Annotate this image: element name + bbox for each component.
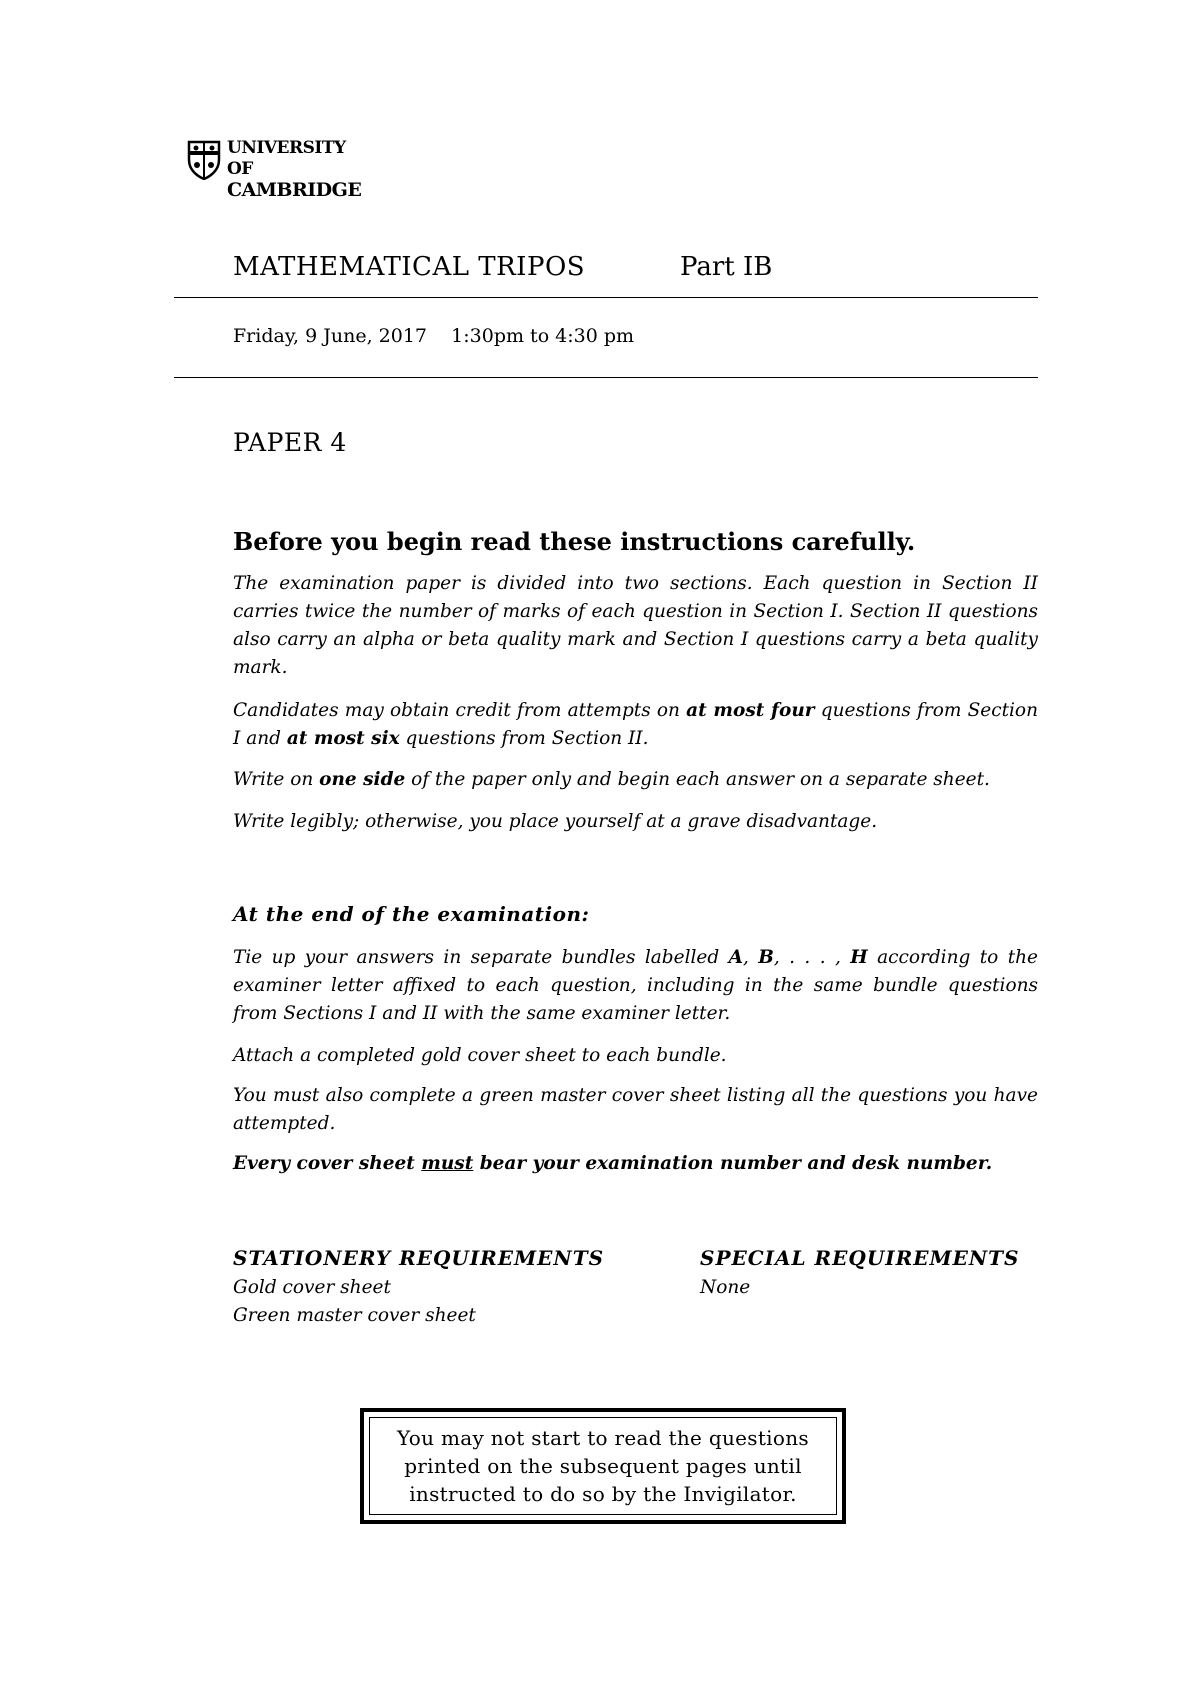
notice-line: You may not start to read the questions bbox=[397, 1426, 809, 1450]
end-heading: At the end of the examination: bbox=[233, 902, 590, 926]
stationery-requirements bbox=[233, 1246, 604, 1330]
instructions-paragraph-3: Write on one side of the paper only and begin each answer on a separate sheet. bbox=[233, 769, 990, 790]
university-logo bbox=[187, 138, 367, 201]
end-paragraph-1: Tie up your answers in separate bundles labelled A, B, . . . , H according to the examiner letter affixed to each question, including in the same bundle questions from Sections I and II with the same examiner letter. bbox=[233, 947, 1038, 1024]
special-item: None bbox=[700, 1277, 751, 1298]
logo-line-2: CAMBRIDGE bbox=[227, 179, 362, 201]
emphasis-one-side: one side bbox=[319, 769, 406, 790]
top-rule bbox=[174, 297, 1038, 298]
end-paragraph-2: Attach a completed gold cover sheet to each bundle. bbox=[233, 1045, 727, 1066]
exam-date: Friday, 9 June, 2017 1:30pm to 4:30 pm bbox=[233, 325, 635, 347]
end-paragraph-4: Every cover sheet must bear your examination number and desk number. bbox=[233, 1153, 993, 1174]
paper-number: PAPER 4 bbox=[233, 428, 347, 457]
instructions-paragraph-2: Candidates may obtain credit from attempts on at most four questions from Section I and at most six questions from Section II. bbox=[233, 700, 1038, 749]
end-paragraph-3: You must also complete a green master cover sheet listing all the questions you have attempted. bbox=[233, 1085, 1038, 1134]
logo-line-1: UNIVERSITY OF bbox=[227, 138, 346, 179]
instructions-paragraph-4: Write legibly; otherwise, you place yourself at a grave disadvantage. bbox=[233, 811, 878, 832]
exam-part: Part IB bbox=[680, 252, 773, 282]
instructions-paragraph-1: The examination paper is divided into two sections. Each question in Section II carries twice the number of marks of each question in Section I. Section II questions also carry an alpha or beta quality mark and Section I questions carry a beta quality mark. bbox=[233, 573, 1038, 678]
stationery-item: Gold cover sheet bbox=[233, 1277, 391, 1298]
invigilator-notice-box bbox=[360, 1408, 846, 1524]
special-heading: SPECIAL REQUIREMENTS bbox=[700, 1246, 1020, 1270]
cambridge-shield-icon bbox=[187, 140, 221, 180]
bottom-rule bbox=[174, 377, 1038, 378]
notice-line: instructed to do so by the Invigilator. bbox=[409, 1482, 797, 1506]
stationery-heading: STATIONERY REQUIREMENTS bbox=[233, 1246, 605, 1270]
stationery-item: Green master cover sheet bbox=[233, 1305, 476, 1326]
emphasis-at-most-four: at most four bbox=[686, 700, 815, 721]
exam-title: MATHEMATICAL TRIPOS bbox=[233, 252, 586, 282]
emphasis-must: must bbox=[421, 1153, 474, 1174]
special-requirements bbox=[700, 1246, 1019, 1302]
emphasis-at-most-six: at most six bbox=[286, 728, 400, 749]
instructions-heading: Before you begin read these instructions carefully. bbox=[233, 527, 916, 556]
notice-line: printed on the subsequent pages until bbox=[404, 1454, 802, 1478]
